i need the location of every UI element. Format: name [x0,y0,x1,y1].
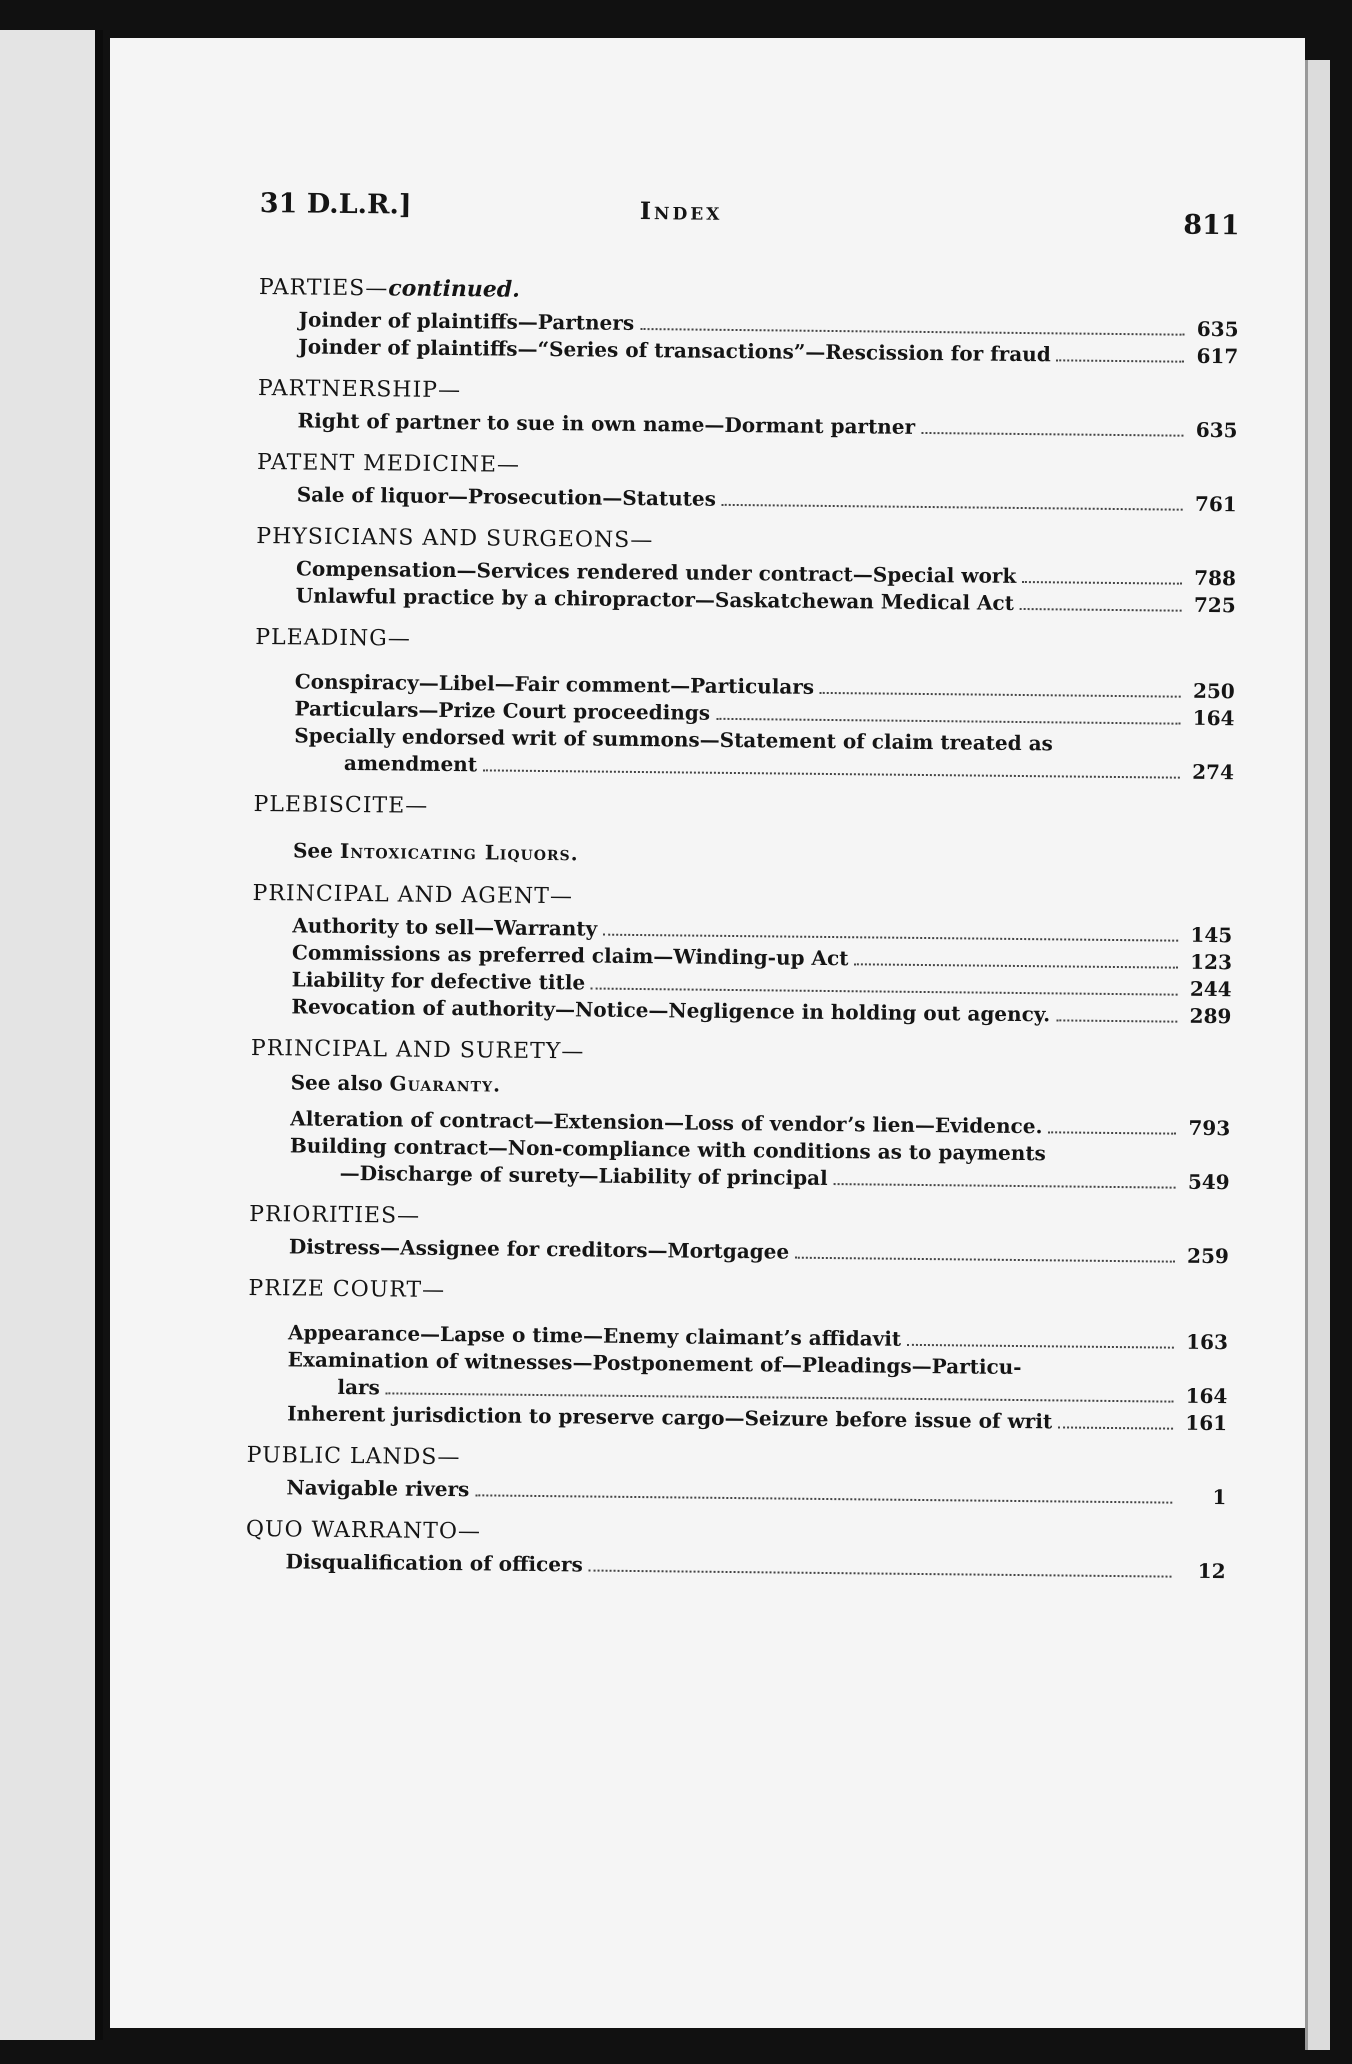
section-heading: PARTIES—continued. [258,274,521,303]
dot-leader [716,718,1180,725]
page-reference: 635 [1196,316,1239,342]
index-entry [287,1346,1228,1410]
entry-text: Liability for defective title [291,967,586,995]
page-reference: 788 [1194,565,1237,591]
section-heading: PARTNERSHIP— [257,375,462,404]
entry-text: Distress—Assignee for creditors—Mortgagee [288,1234,790,1264]
dot-leader [1022,581,1182,585]
dot-leader [1058,1426,1173,1429]
dot-leader [834,1183,1176,1189]
index-section-plebiscite [253,792,1234,875]
page-stack-edge [1305,60,1330,2050]
entry-text: Unlawful practice by a chiropractor—Saskatchewan Medical Act [295,583,1015,615]
index-entry [290,1132,1231,1196]
page-reference: 12 [1197,1558,1226,1584]
entry-text: Examination of witnesses—Postponement of—Pleadings—Particu- [287,1347,1022,1380]
index-section-principal-surety [250,1036,1232,1196]
entry-text: Alteration of contract—Extension—Loss of vendor’s lien—Evidence. [290,1106,1043,1139]
page-reference: 244 [1189,976,1232,1002]
index-section-quo-warranto [245,1517,1226,1585]
entry-text-continued: amendment [343,750,478,777]
entry-text: Particulars—Prize Court proceedings [294,696,711,725]
entry-text: Right of partner to sue in own name—Dormant partner [297,408,916,439]
section-heading: PRINCIPAL AND SURETY— [250,1035,585,1065]
dot-leader [1020,608,1182,612]
entry-text-continued: —Discharge of surety—Liability of principal [339,1160,828,1190]
cross-reference [290,1067,1230,1107]
dot-leader [1056,1019,1177,1022]
dot-leader [921,432,1183,437]
running-head [259,188,1240,268]
dot-leader [795,1257,1175,1263]
index-entry [286,1474,1226,1511]
page-reference: 123 [1190,949,1233,975]
index-entry [297,481,1237,518]
page-title: Index [639,195,723,226]
facing-page-edge [0,30,103,2040]
entry-text-continued: lars [337,1374,380,1400]
index-entry [285,1548,1225,1585]
entry-text: Joinder of plaintiffs—“Series of transactions”—Rescission for fraud [298,334,1051,367]
see-prefix: See [292,838,334,863]
page-reference: 145 [1190,922,1233,948]
entry-text: Inherent jurisdiction to preserve cargo—Seizure before issue of writ [287,1401,1053,1434]
page-reference: 164 [1185,1383,1228,1409]
index-section-priorities [249,1202,1230,1270]
index-section-principal-agent [251,881,1232,1030]
index-section-public-lands [246,1443,1227,1511]
section-heading: PLEADING— [255,624,411,652]
entry-text: Conspiracy—Libel—Fair comment—Particulars [294,669,815,699]
section-heading: PATENT MEDICINE— [256,449,521,478]
volume-reference: 31 D.L.R.] [259,188,412,221]
section-heading: PHYSICIANS AND SURGEONS— [256,523,654,554]
dot-leader [722,504,1183,511]
page-reference: 161 [1185,1410,1228,1436]
index-section-physicians [256,524,1237,619]
page-reference: 289 [1189,1003,1232,1029]
dot-leader [483,769,1180,778]
dot-leader [386,1392,1174,1402]
entry-text: Commissions as preferred claim—Winding-up Act [291,940,849,971]
page-reference: 617 [1196,343,1239,369]
page-reference: 259 [1186,1243,1229,1269]
entry-text: Authority to sell—Warranty [292,913,598,941]
index-section-parties [258,274,1239,370]
entry-text: Disqualification of officers [285,1549,583,1577]
entry-text: Joinder of plaintiffs—Partners [298,307,635,335]
index-entry [294,722,1235,786]
cross-reference-target: Intoxicating Liquors. [339,838,579,866]
index-page [110,38,1305,2028]
section-heading: PRIZE COURT— [248,1275,446,1303]
index-entry [289,1233,1229,1270]
dot-leader [820,692,1181,698]
dot-leader [603,934,1178,942]
entry-text: Sale of liquor—Prosecution—Statutes [296,482,717,511]
index-section-partnership [257,376,1238,444]
entry-text: Compensation—Services rendered under contract—Special work [295,556,1017,588]
dot-leader [475,1494,1172,1503]
page-reference: 250 [1192,678,1235,704]
section-heading: PRIORITIES— [249,1201,421,1229]
dot-leader [1048,1131,1176,1134]
dot-leader [591,988,1178,996]
dot-leader [589,1570,1172,1578]
section-heading: PLEBISCITE— [253,791,429,819]
dot-leader [907,1344,1174,1349]
index-section-prize-court [247,1276,1229,1437]
page-content [245,188,1239,1585]
section-heading: QUO WARRANTO— [245,1516,482,1545]
page-number: 811 [1183,209,1240,242]
see-prefix: See also [290,1070,383,1096]
section-heading: PUBLIC LANDS— [246,1442,461,1471]
entry-text: Building contract—Non-compliance with conditions as to payments [289,1133,1047,1166]
page-reference: 1 [1212,1485,1227,1510]
cross-reference-target: Guaranty. [389,1071,502,1097]
entry-text: Revocation of authority—Notice—Negligence in holding out agency. [291,994,1051,1027]
continued-label: continued. [388,275,521,303]
entry-text: Appearance—Lapse o time—Enemy claimant’s affidavit [287,1320,902,1351]
dot-leader [1057,359,1185,362]
page-reference: 761 [1194,491,1237,517]
entry-text: Navigable rivers [286,1475,470,1502]
page-reference: 549 [1187,1169,1230,1195]
page-reference: 164 [1192,705,1235,731]
page-reference: 163 [1186,1329,1229,1355]
index-section-patent-medicine [257,450,1238,518]
page-reference: 635 [1195,417,1238,443]
page-reference: 725 [1193,592,1236,618]
section-heading: PRINCIPAL AND AGENT— [252,880,574,910]
dot-leader [854,963,1178,968]
entry-text: Specially endorsed writ of summons—Statement of claim treated as [294,723,1053,756]
index-entry [297,407,1237,444]
dot-leader [640,328,1184,336]
page-reference: 274 [1192,759,1235,785]
page-reference: 793 [1188,1115,1231,1141]
index-section-pleading [254,625,1236,786]
